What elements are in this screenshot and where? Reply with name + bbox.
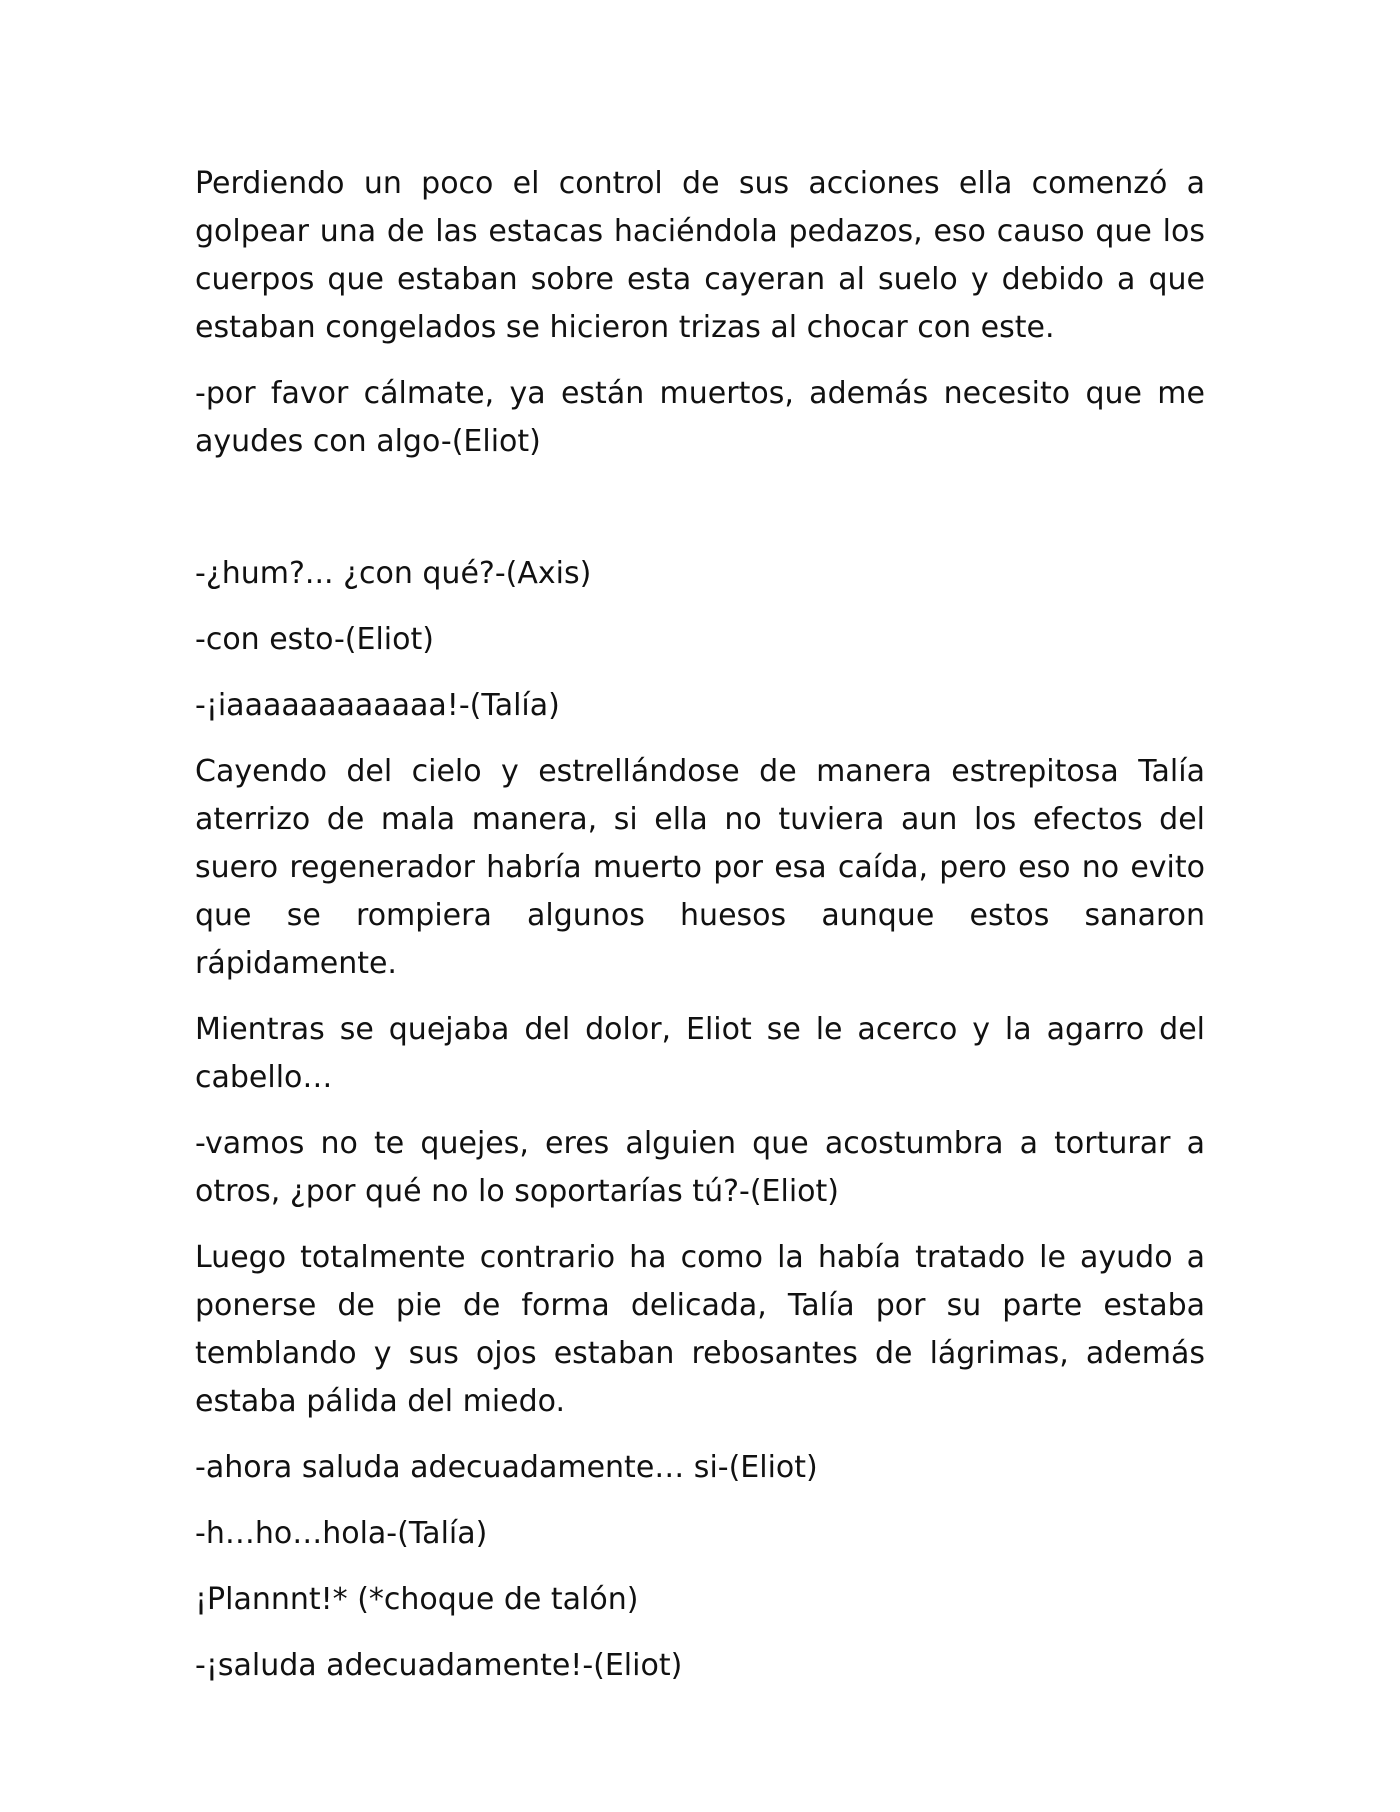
dialogue-line: -por favor cálmate, ya están muertos, además necesito que me ayudes con algo-(Eliot) (195, 376, 1205, 459)
sound-effect-line: ¡Plannnt!* (*choque de talón) (195, 1582, 639, 1617)
document-page (195, 160, 1205, 1708)
dialogue-line: -vamos no te quejes, eres alguien que acostumbra a torturar a otros, ¿por qué no lo soportarías tú?-(Eliot) (195, 1126, 1205, 1209)
paragraph: Mientras se quejaba del dolor, Eliot se le acerco y la agarro del cabello… (195, 1012, 1205, 1095)
paragraph: Perdiendo un poco el control de sus acciones ella comenzó a golpear una de las estacas haciéndola pedazos, eso causo que los cuerpos que estaban sobre esta cayeran al suelo y debido a que estaban congelados se hicieron trizas al chocar con este. (195, 166, 1205, 345)
dialogue-line: -con esto-(Eliot) (195, 622, 434, 657)
paragraph: Cayendo del cielo y estrellándose de manera estrepitosa Talía aterrizo de mala manera, si ella no tuviera aun los efectos del suero regenerador habría muerto por esa caída, pero eso no evito que se rompiera algunos huesos aunque estos sanaron rápidamente. (195, 754, 1205, 981)
dialogue-line: -¡iaaaaaaaaaaaa!-(Talía) (195, 688, 560, 723)
dialogue-line: -¡saluda adecuadamente!-(Eliot) (195, 1648, 683, 1683)
dialogue-line: -ahora saluda adecuadamente… si-(Eliot) (195, 1450, 818, 1485)
dialogue-line: -¿hum?... ¿con qué?-(Axis) (195, 556, 592, 591)
paragraph: Luego totalmente contrario ha como la había tratado le ayudo a ponerse de pie de forma delicada, Talía por su parte estaba temblando y sus ojos estaban rebosantes de lágrimas, además estaba pálida del miedo. (195, 1240, 1205, 1419)
blank-space (195, 484, 1205, 550)
dialogue-line: -h…ho…hola-(Talía) (195, 1516, 488, 1551)
